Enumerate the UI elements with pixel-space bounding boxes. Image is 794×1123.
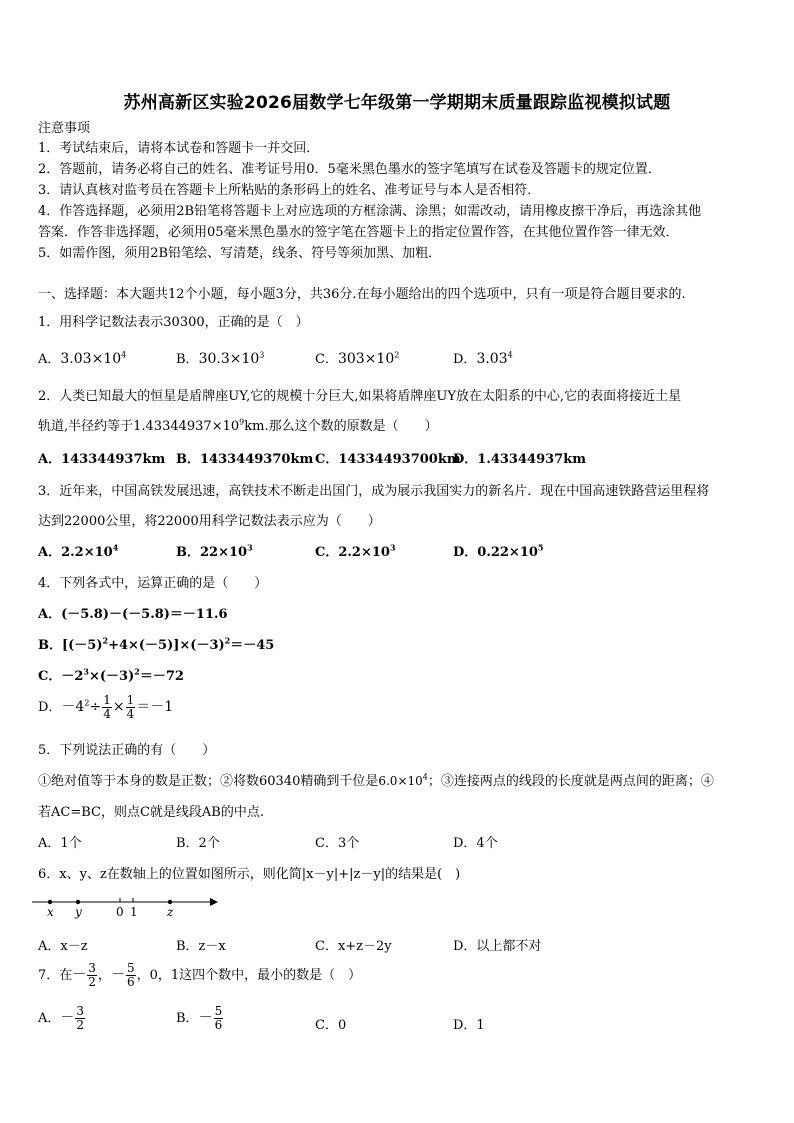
notes-heading: 注意事项 — [38, 121, 91, 136]
option-b: B．－ $\frac{5}{6}$ — [176, 1004, 223, 1032]
point-y — [76, 900, 80, 904]
question-5-stem: 5．下列说法正确的有（ ） — [38, 743, 216, 758]
option-d: D．以上都不对 — [453, 939, 542, 954]
option-c: C．0 — [315, 1018, 347, 1033]
option-a: A．－ $\frac{3}{2}$ — [38, 1004, 85, 1032]
option-b: B．$[(-5)^2+4\times(-5)]\times(-3)^2=-45$ — [38, 635, 275, 653]
note-item: 3．请认真核对监考员在答题卡上所粘贴的条形码上的姓名、准考证号与本人是否相符． — [38, 183, 541, 198]
label-y: y — [75, 905, 82, 919]
question-3-options — [38, 541, 758, 563]
option-b: B．$30.3\times 10^3$ — [176, 350, 265, 367]
option-a: A．$2.2\times 10^4$ — [38, 542, 119, 560]
option-a: A．1个 — [38, 836, 82, 851]
option-a: A．143344937km — [38, 452, 166, 467]
option-d: D．$-4^2\div$ $\frac{1}{4}$ × $\frac{1}{4}$ ＝－1 — [38, 693, 174, 721]
option-b: B．1433449370km — [176, 452, 314, 467]
page-title: 苏州高新区实验2026届数学七年级第一学期期末质量跟踪监视模拟试题 — [123, 93, 671, 113]
option-a: A．$3.03\times 10^4$ — [38, 350, 127, 367]
question-1-options — [38, 348, 758, 370]
question-7-options — [38, 1005, 758, 1041]
option-d: D．1.43344937km — [453, 452, 586, 467]
option-d: D．$0.22\times 10^5$ — [453, 542, 544, 560]
point-x — [48, 900, 52, 904]
point-z — [168, 900, 172, 904]
option-d: D．1 — [453, 1018, 485, 1033]
question-5-line2: 若AC=BC，则点C就是线段AB的中点. — [38, 805, 264, 820]
question-2-stem: 2．人类已知最大的恒星是盾牌座UY,它的规模十分巨大,如果将盾牌座UY放在太阳系的中心,它的表面将接近土星 — [38, 389, 682, 404]
option-c: C．14334493700km — [315, 452, 461, 467]
question-6-options — [38, 935, 758, 957]
note-item: 2．答题前，请务必将自己的姓名、准考证号用0．5毫米黑色墨水的签字笔填写在试卷及答题卡的规定位置． — [38, 162, 661, 177]
option-b: B．2个 — [176, 836, 220, 851]
option-c: C．$303\times 10^2$ — [315, 350, 400, 367]
number-line-figure — [32, 892, 222, 920]
label-0: 0 — [116, 905, 124, 919]
option-c: C．$-2^3\times(-3)^2=-72$ — [38, 666, 184, 684]
option-a: A．x－z — [38, 939, 88, 954]
arrow-right-icon — [210, 898, 218, 906]
option-b: B．z－x — [176, 939, 226, 954]
question-3-stem-line2: 达到22000公里，将22000用科学记数法表示应为（ ） — [38, 514, 381, 529]
option-b: B．$22\times 10^3$ — [176, 542, 253, 560]
option-a: A．(－5.8)－(－5.8)＝－11.6 — [38, 607, 228, 622]
question-3-stem: 3．近年来，中国高铁发展迅速，高铁技术不断走出国门，成为展示我国实力的新名片．现在中国高速铁路营运里程将 — [38, 484, 710, 499]
label-x: x — [47, 905, 54, 919]
option-c: C．$2.2\times 10^3$ — [315, 542, 396, 560]
note-item: 4．作答选择题，必须用2B铅笔将答题卡上对应选项的方框涂满、涂黑；如需改动，请用橡皮擦干净后，再选涂其他 — [38, 204, 702, 219]
note-item: 答案．作答非选择题，必须用05毫米黑色墨水的签字笔在答题卡上的指定位置作答，在其他位置作答一律无效． — [38, 225, 679, 240]
question-7-stem: 7．在－ $\frac{3}{2}$ ，－ $\frac{5}{6}$ ，0，1这四个数中，最小的数是（ ） — [38, 961, 362, 989]
option-c: C．x+z－2y — [315, 939, 392, 954]
label-1: 1 — [130, 905, 138, 919]
option-c: C．3个 — [315, 836, 360, 851]
option-d: D．4个 — [453, 836, 498, 851]
question-2-stem-line2: 轨道,半径约等于$1.43344937\times 10^9km$.那么这个数的原数是（ ） — [38, 417, 438, 434]
question-1-stem: 1．用科学记数法表示30300，正确的是（ ） — [38, 315, 309, 330]
section-heading: 一、选择题：本大题共12个小题，每小题3分，共36分.在每小题给出的四个选项中，只有一项是符合题目要求的. — [38, 287, 686, 302]
label-z: z — [167, 905, 174, 919]
question-4-stem: 4．下列各式中，运算正确的是（ ） — [38, 576, 268, 591]
option-d: D．3.03$^4$ — [453, 350, 513, 367]
note-item: 5．如需作图，须用2B铅笔绘、写清楚，线条、符号等须加黑、加粗． — [38, 246, 442, 261]
question-2-options — [38, 448, 758, 470]
question-5-options — [38, 832, 758, 854]
question-6-stem: 6．x、y、z在数轴上的位置如图所示，则化简|x－y|+|z－y|的结果是( ) — [38, 867, 461, 882]
question-5-line1: ①绝对值等于本身的数是正数；②将数60340精确到千位是$6.0\times 10^4$；③连接两点的线段的长度就是两点间的距离；④ — [38, 772, 714, 789]
note-item: 1．考试结束后，请将本试卷和答题卡一并交回． — [38, 141, 320, 156]
